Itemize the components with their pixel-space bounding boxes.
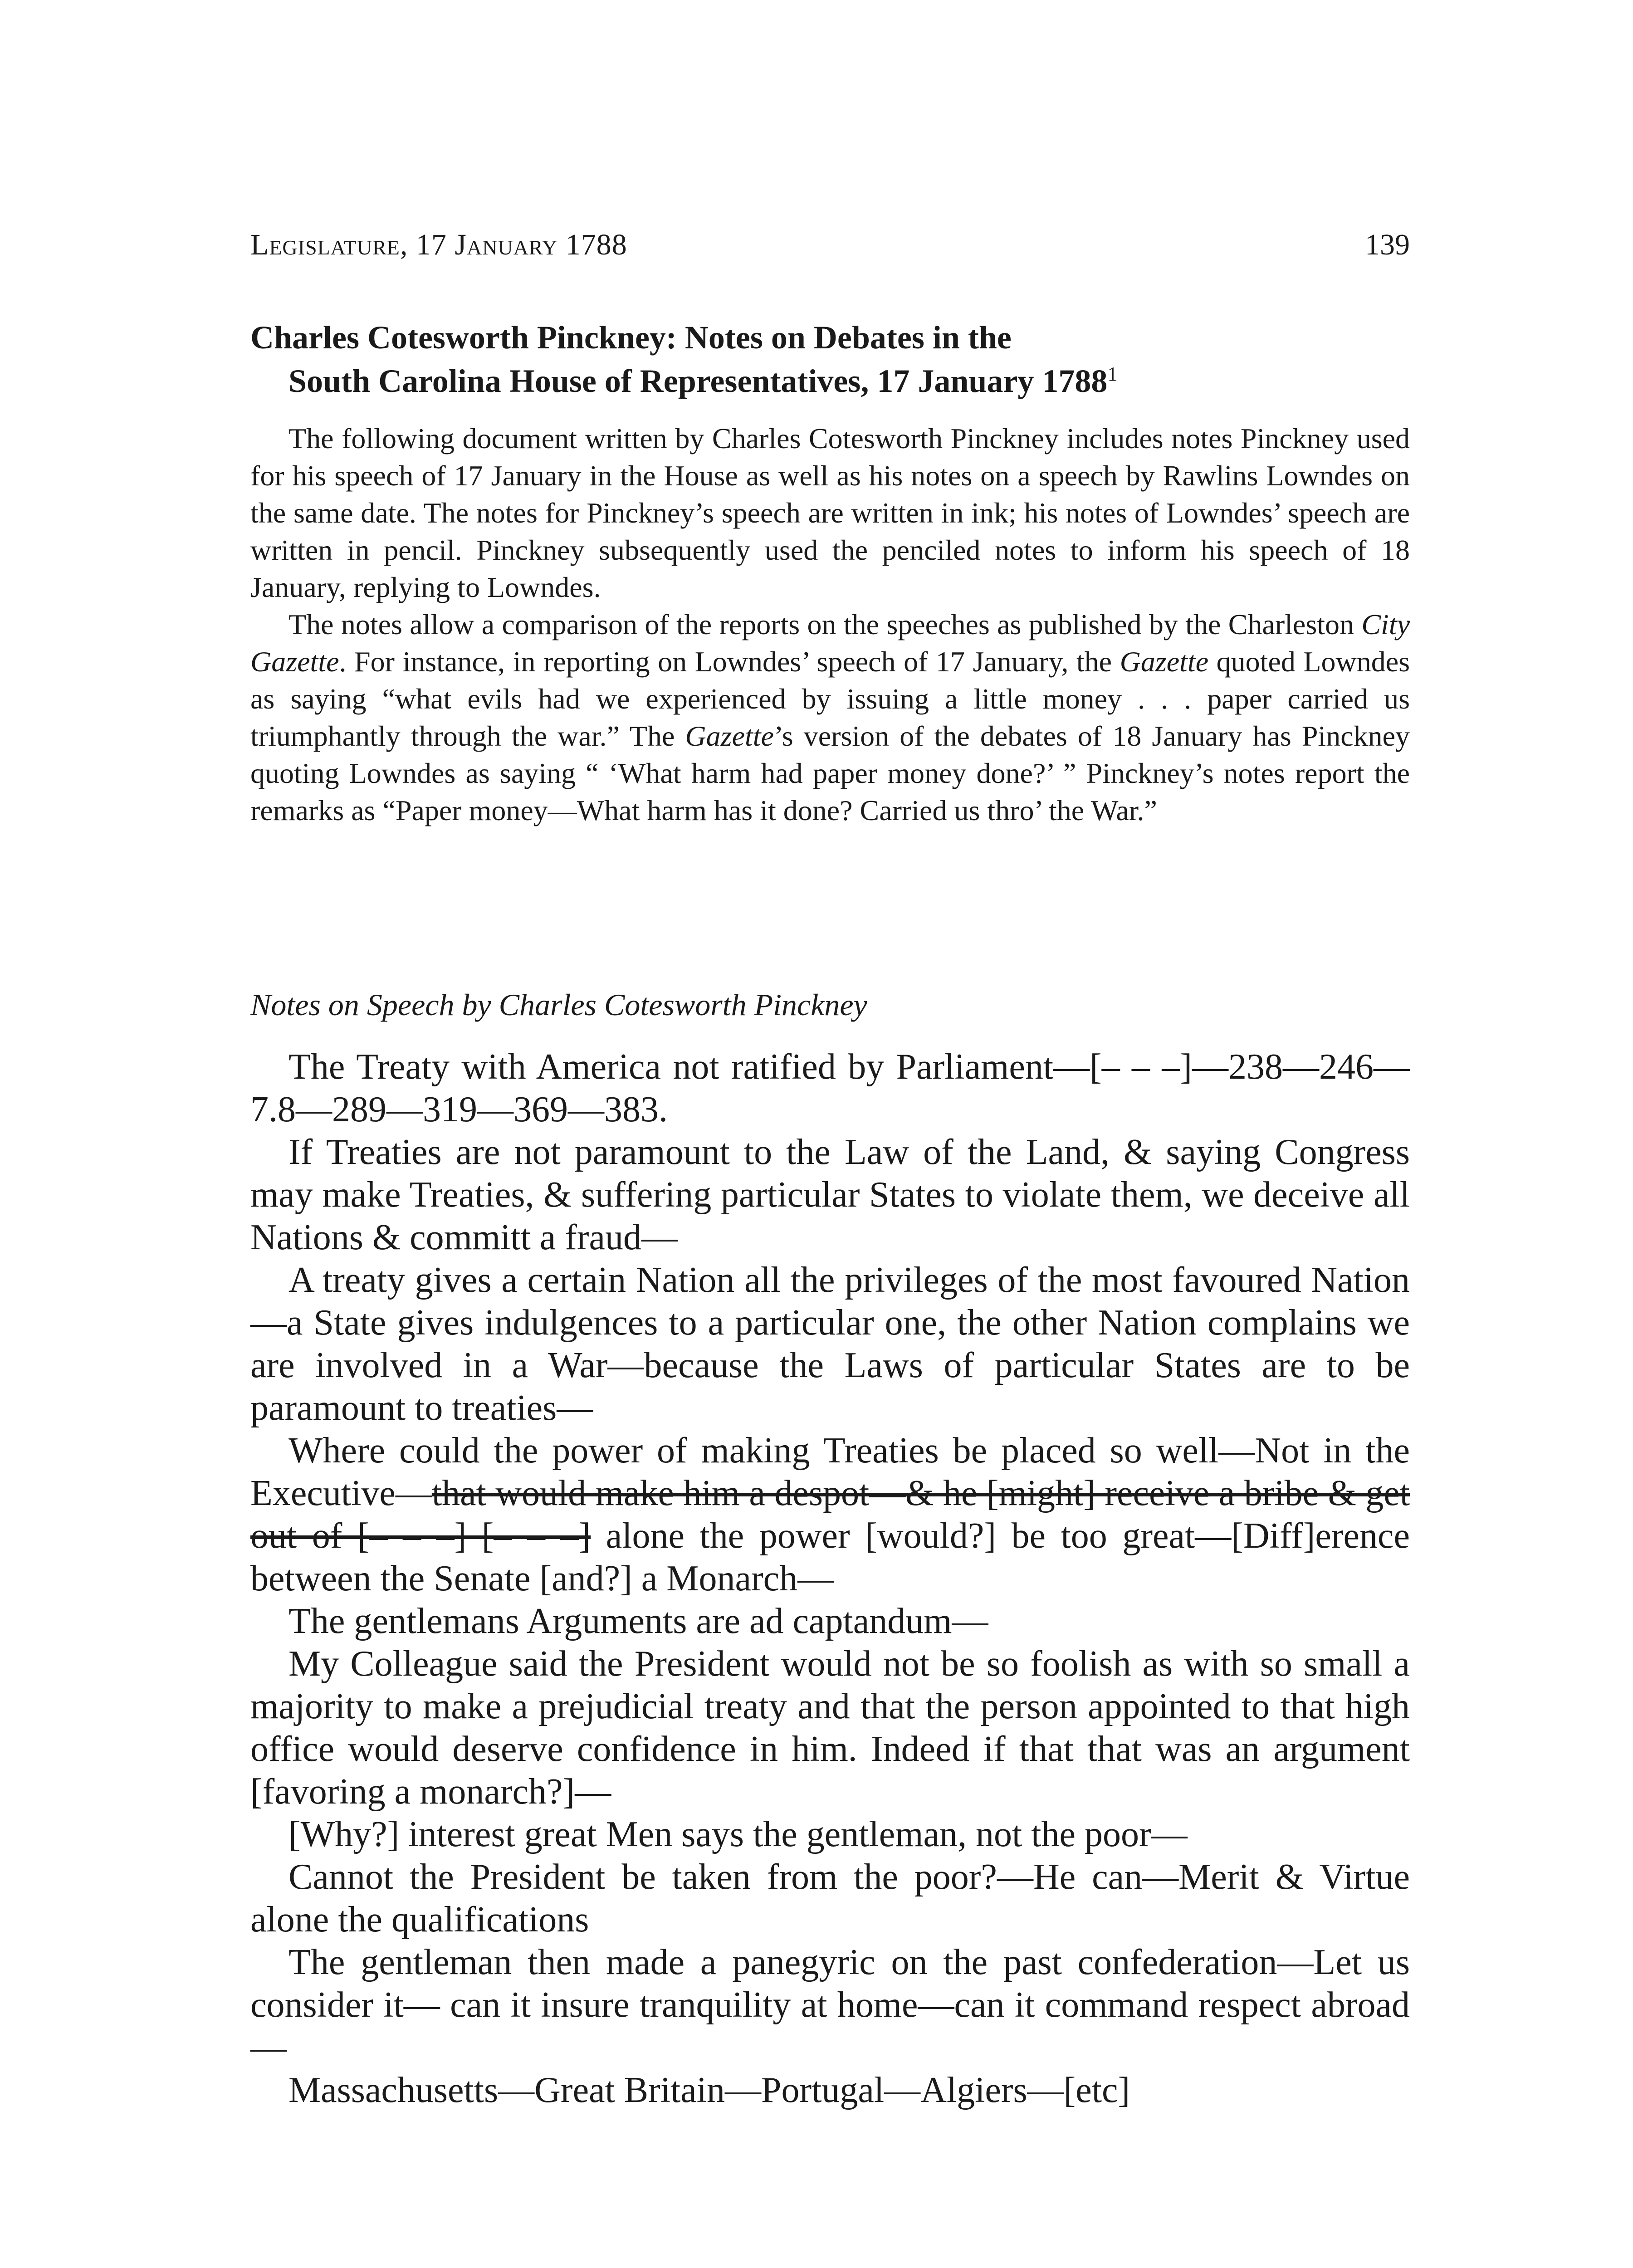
notes-text: Where could the power of making Treaties be placed so well—Not in the Executive— bbox=[250, 1431, 1410, 1513]
notes-paragraph: [Why?] interest great Men says the gentleman, not the poor— bbox=[288, 1814, 1188, 1854]
intro-paragraph-2 bbox=[250, 606, 1410, 829]
newspaper-title: Gazette bbox=[1120, 645, 1209, 678]
notes-paragraph: If Treaties are not paramount to the Law of the Land, & saying Congress may make Treaties, & suffering particular States to violate them, we deceive all Nations & committ a fraud— bbox=[250, 1132, 1410, 1257]
title-line-2-text: South Carolina House of Representatives, 17 January 1788 bbox=[288, 363, 1108, 399]
notes-paragraph: Massachusetts—Great Britain—Portugal—Algiers—[etc] bbox=[288, 2070, 1130, 2110]
notes-paragraph: A treaty gives a certain Nation all the privileges of the most favoured Nation—a State gives indulgences to a particular one, the other Nation complains we are involved in a War—because the Laws of particular States are to be paramount to treaties— bbox=[250, 1260, 1410, 1428]
intro-text: The notes allow a comparison of the reports on the speeches as published by the Charleston bbox=[288, 608, 1362, 640]
title-line-1: Charles Cotesworth Pinckney: Notes on Debates in the bbox=[250, 319, 1012, 356]
notes-paragraph: The gentleman then made a panegyric on the past confederation—Let us consider it— can it insure tranquility at home—can it command respect abroad— bbox=[250, 1942, 1410, 2068]
notes-paragraph: Cannot the President be taken from the poor?—He can—Merit & Virtue alone the qualifications bbox=[250, 1857, 1410, 1940]
document-title bbox=[250, 316, 1410, 403]
notes-heading: Notes on Speech by Charles Cotesworth Pinckney bbox=[250, 987, 867, 1022]
running-header bbox=[250, 227, 1410, 263]
speech-notes bbox=[250, 1046, 1410, 2112]
notes-paragraph: The gentlemans Arguments are ad captandum— bbox=[288, 1601, 988, 1641]
notes-paragraph: The Treaty with America not ratified by Parliament—[– – –]—238—246—7.8—289—319—369—383. bbox=[250, 1047, 1410, 1129]
intro-text: . For instance, in reporting on Lowndes’ speech of 17 January, the bbox=[339, 645, 1120, 678]
title-line-2 bbox=[250, 359, 1410, 403]
newspaper-title: Gazette bbox=[685, 720, 774, 752]
intro-paragraph-1: The following document written by Charles Cotesworth Pinckney includes notes Pinckney used for his speech of 17 January in the House as well as his notes on a speech by Rawlins Lowndes on the same date. The notes for Pinckney’s speech are written in ink; his notes of Lowndes’ speech are written in pencil. Pinckney subsequently used the penciled notes to inform his speech of 18 January, replying to Lowndes. bbox=[250, 422, 1410, 603]
editorial-introduction bbox=[250, 420, 1410, 829]
intro-text: quoted Lowndes as saying “what evils had we experienced by issuing a little money . . . paper carried us triumphantly through the war.” The bbox=[250, 645, 1410, 752]
intro-text: ’s version of the debates of 18 January has Pinckney quoting Lowndes as saying “ ‘What harm had paper money done?’ ” Pinckney’s notes report the remarks as “Paper money—What harm has it done? Carried us thro’ the War.” bbox=[250, 720, 1410, 826]
newspaper-title: City Gazette bbox=[250, 608, 1410, 678]
page-number: 139 bbox=[1365, 228, 1410, 261]
notes-paragraph bbox=[250, 1429, 1410, 1600]
notes-paragraph: My Colleague said the President would not be so foolish as with so small a majority to make a prejudicial treaty and that the person appointed to that high office would deserve confidence in him. Indeed if that that was an argument [favoring a monarch?]— bbox=[250, 1644, 1410, 1812]
running-title: Legislature, 17 January 1788 bbox=[250, 228, 627, 261]
struck-text: that would make him a despot—& he [might] receive a bribe & get out of [– – –] [– – –] bbox=[250, 1473, 1410, 1556]
notes-text: alone the power [would?] be too great—[Diff]erence between the Senate [and?] a Monarch— bbox=[250, 1516, 1410, 1598]
footnote-ref: 1 bbox=[1107, 363, 1118, 385]
